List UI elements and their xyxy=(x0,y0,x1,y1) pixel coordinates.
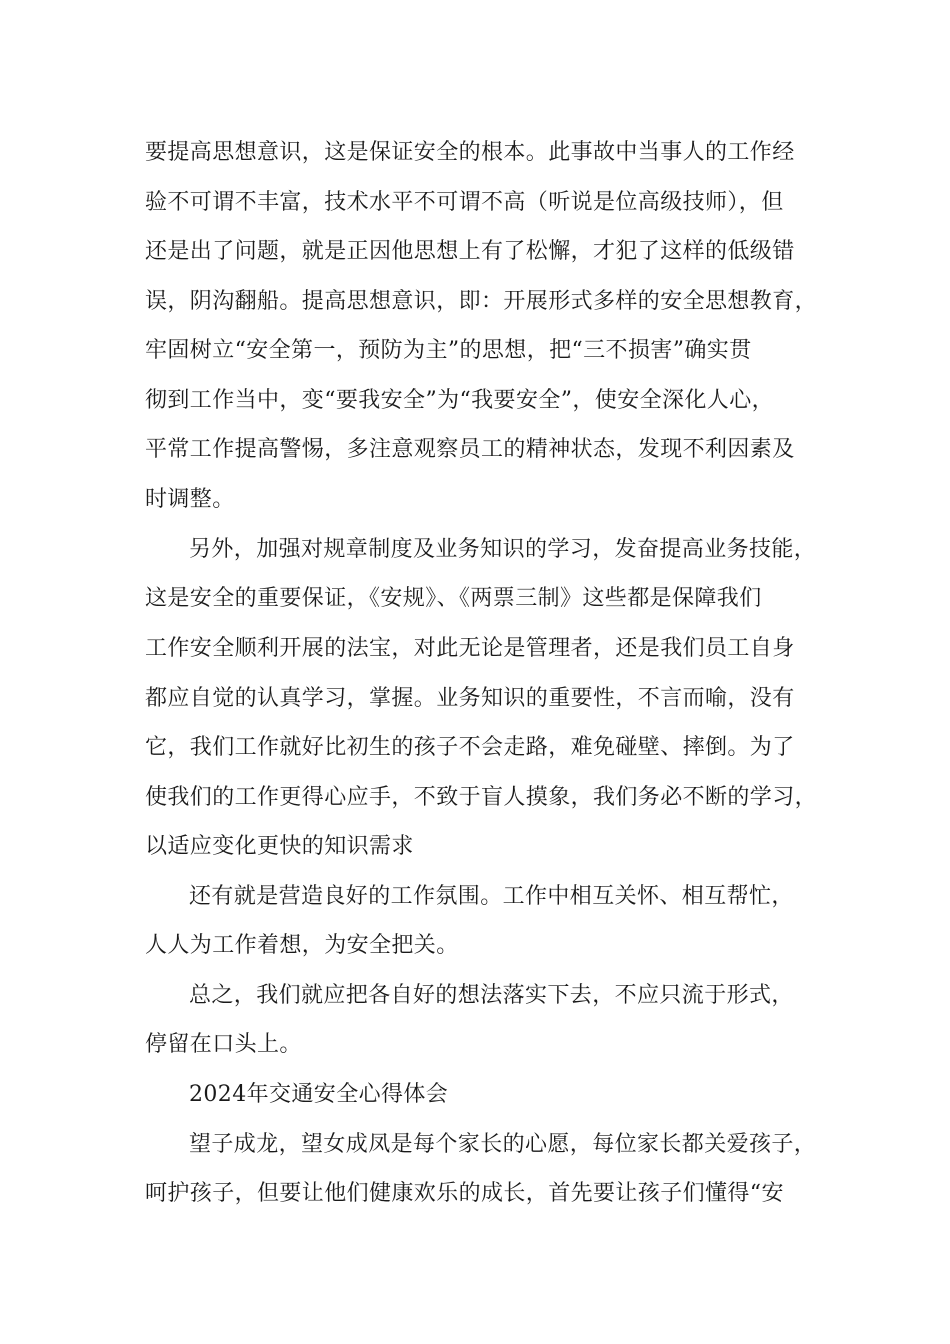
paragraph-line: 人人为工作着想，为安全把关。 xyxy=(145,933,459,958)
section-heading: 2024年交通安全心得体会 xyxy=(189,1082,449,1107)
paragraph-line: 使我们的工作更得心应手，不致于盲人摸象，我们务必不断的学习， xyxy=(145,785,818,810)
paragraph-line: 时调整。 xyxy=(145,487,235,512)
paragraph-line: 工作安全顺利开展的法宝，对此无论是管理者，还是我们员工自身 xyxy=(145,636,795,661)
paragraph-line: 还是出了问题，就是正因他思想上有了松懈，才犯了这样的低级错 xyxy=(145,239,795,264)
paragraph-line: 以适应变化更快的知识需求 xyxy=(145,834,414,859)
paragraph-line: 还有就是营造良好的工作氛围。工作中相互关怀、相互帮忙， xyxy=(189,884,794,909)
paragraph-line: 这是安全的重要保证，《安规》、《两票三制》这些都是保障我们 xyxy=(145,586,762,611)
paragraph-line: 平常工作提高警惕，多注意观察员工的精神状态，发现不利因素及 xyxy=(145,437,795,462)
paragraph-line: 望子成龙，望女成凤是每个家长的心愿，每位家长都关爱孩子， xyxy=(189,1132,817,1157)
paragraph-line: 总之，我们就应把各自好的想法落实下去，不应只流于形式， xyxy=(189,983,794,1008)
paragraph-line: 验不可谓不丰富，技术水平不可谓不高（听说是位高级技师），但 xyxy=(145,190,784,215)
paragraph-line: 要提高思想意识，这是保证安全的根本。此事故中当事人的工作经 xyxy=(145,140,795,165)
paragraph-line: 另外，加强对规章制度及业务知识的学习，发奋提高业务技能， xyxy=(189,537,817,562)
paragraph-line: 它，我们工作就好比初生的孩子不会走路，难免碰壁、摔倒。为了 xyxy=(145,735,795,760)
paragraph-line: 误，阴沟翻船。提高思想意识，即：开展形式多样的安全思想教育， xyxy=(145,289,818,314)
paragraph-line: 都应自觉的认真学习，掌握。业务知识的重要性，不言而喻，没有 xyxy=(145,686,795,711)
paragraph-line: 牢固树立“安全第一，预防为主”的思想，把“三不损害”确实贯 xyxy=(145,338,752,363)
paragraph-line: 停留在口头上。 xyxy=(145,1032,302,1057)
paragraph-line: 彻到工作当中，变“要我安全”为“我要安全”，使安全深化人心， xyxy=(145,388,774,413)
paragraph-line: 呵护孩子，但要让他们健康欢乐的成长，首先要让孩子们懂得“安 xyxy=(145,1181,784,1206)
